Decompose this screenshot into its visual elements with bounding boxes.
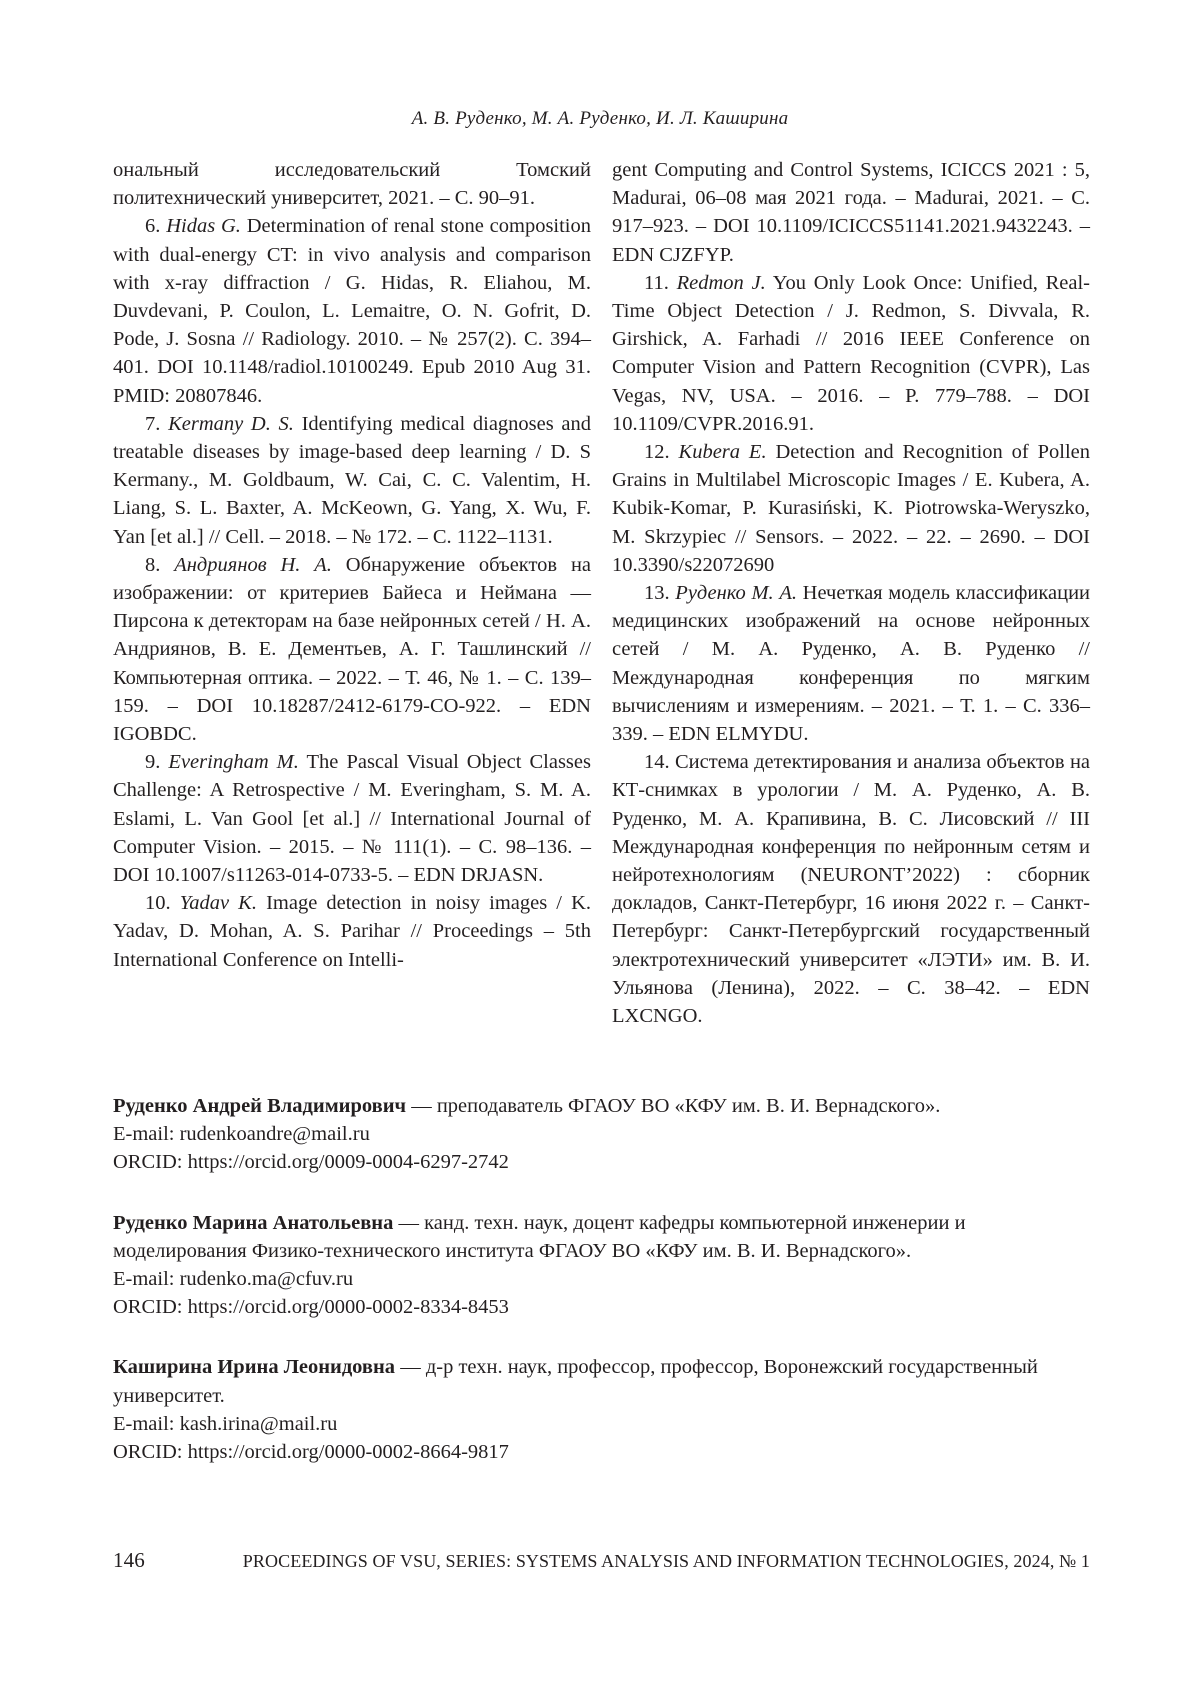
journal-title: PROCEEDINGS OF VSU, SERIES: SYSTEMS ANALYSIS AND INFORMATION TECHNOLOGIES, 2024, № 1	[242, 1551, 1090, 1571]
author-description: — д-р техн. наук, профессор, профессор, Воронежский государственный университет.	[113, 1356, 1038, 1407]
reference-entry	[612, 748, 1090, 1030]
reference-number: 11.	[644, 271, 669, 294]
reference-entry	[113, 748, 591, 889]
reference-text: Обнаружение объектов на изображении: от критериев Байеса и Неймана — Пирсона к детекторам на базе нейронных сетей / Н. А. Андриянов, В. Е. Дементьев, А. Г. Ташлинский // Компьютерная оптика. – 2022. – Т. 46, № 1. – С. 139–159. – DOI 10.18287/2412-6179-CO-922. – EDN IGOBDC.	[113, 553, 592, 746]
reference-author: Руденко М. А.	[675, 582, 797, 605]
reference-number: 7.	[145, 412, 161, 435]
reference-text: Система детектирования и анализа объектов на КТ-снимках в урологии / М. А. Руденко, А. В. Руденко, М. А. Крапивина, В. С. Лисовский // III Международная конференция по нейронным сетям и нейротехнологиям (NEURONT’2022) : сборник докладов, Санкт-Петербург, 16 июня 2022 г. – Санкт-Петербург: Санкт-Петербургский государственный электротехнический университет «ЛЭТИ» им. В. И. Ульянова (Ленина), 2022. – С. 38–42. – EDN LXCNGO.	[612, 751, 1091, 1028]
running-head: А. В. Руденко, М. А. Руденко, И. Л. Каширина	[411, 108, 789, 129]
author-block	[113, 1209, 1090, 1322]
reference-entry	[113, 410, 591, 551]
author-name: Руденко Андрей Владимирович	[113, 1095, 407, 1117]
author-name: Руденко Марина Анатольевна	[113, 1211, 394, 1234]
reference-text: gent Computing and Control Systems, ICICCS 2021 : 5, Madurai, 06–08 мая 2021 года. – Madurai, 2021. – С. 917–923. – DOI 10.1109/ICICCS51141.2021.9432243. – EDN CJZFYP.	[612, 159, 1090, 266]
author-orcid: ORCID: https://orcid.org/0000-0002-8664-9817	[113, 1441, 509, 1464]
reference-author: Андриянов Н. А.	[174, 553, 332, 576]
reference-number: 9.	[145, 751, 161, 774]
author-block	[113, 1092, 1090, 1177]
reference-author: Kermany D. S.	[168, 412, 294, 435]
reference-entry	[113, 889, 591, 974]
reference-text: Нечеткая модель классификации медицинских изображений на основе нейронных сетей / М. А. Руденко, А. В. Руденко // Международная конференция по мягким вычислениям и измерениям. – 2021. – Т. 1. – С. 336–339. – EDN ELMYDU.	[612, 582, 1091, 746]
author-description: — преподаватель ФГАОУ ВО «КФУ им. В. И. Вернадского».	[406, 1095, 941, 1117]
reference-text: Detection and Recognition of Pollen Grains in Multilabel Microscopic Images / E. Kubera, A. Kubik-Komar, P. Kurasiński, K. Piotrowska-Weryszko, M. Skrzypiec // Sensors. – 2022. – 22. – 2690. – DOI 10.3390/s22072690	[612, 441, 1091, 576]
author-email: E-mail: rudenko.ma@cfuv.ru	[113, 1268, 354, 1291]
author-description: — канд. техн. наук, доцент кафедры компьютерной инженерии и моделирования Физико-технического института ФГАОУ ВО «КФУ им. В. И. Вернадского».	[113, 1211, 966, 1262]
reference-author: Yadav K.	[179, 892, 257, 915]
author-email: E-mail: rudenkoandre@mail.ru	[113, 1123, 370, 1146]
reference-text: Image detection in noisy images / K. Yadav, D. Mohan, A. S. Parihar // Proceedings – 5th International Conference on Intelli-	[113, 892, 592, 971]
reference-author: Redmon J.	[676, 271, 766, 294]
reference-columns	[113, 156, 1090, 1074]
author-block	[113, 1353, 1090, 1466]
reference-number: 13.	[644, 582, 670, 605]
reference-text: Identifying medical diagnoses and treatable diseases by image-based deep learning / D. S Kermany., M. Goldbaum, W. Cai, C. C. Valentim, H. Liang, S. L. Baxter, A. McKeown, G. Yang, X. Wu, F. Yan [et al.] // Cell. – 2018. – № 172. – С. 1122–1131.	[113, 412, 592, 548]
reference-entry	[612, 438, 1090, 579]
reference-text: The Pascal Visual Object Classes Challenge: A Retrospective / M. Everingham, S. M. A. Eslami, L. Van Gool [et al.] // International Journal of Computer Vision. – 2015. – № 111(1). – С. 98–136. – DOI 10.1007/s11263-014-0733-5. – EDN DRJASN.	[113, 751, 591, 887]
reference-text: Determination of renal stone composition with dual-energy CT: in vivo analysis and comparison with x-ray diffraction / G. Hidas, R. Eliahou, M. Duvdevani, P. Coulon, L. Lemaitre, O. N. Gofrit, D. Pode, J. Sosna // Radiology. 2010. – № 257(2). С. 394–401. DOI 10.1148/radiol.10100249. Epub 2010 Aug 31. PMID: 20807846.	[113, 215, 592, 407]
reference-entry	[612, 269, 1090, 438]
reference-column-right	[612, 156, 1090, 1074]
author-affiliation	[113, 1209, 1090, 1265]
reference-author: Kubera E.	[678, 441, 767, 464]
reference-number: 10.	[145, 892, 171, 915]
reference-continuation	[113, 156, 591, 212]
page-footer	[113, 1548, 1090, 1573]
reference-number: 12.	[644, 441, 670, 464]
author-name: Каширина Ирина Леонидовна	[113, 1356, 396, 1379]
reference-text: You Only Look Once: Unified, Real-Time Object Detection / J. Redmon, S. Divvala, R. Girshick, A. Farhadi // 2016 IEEE Conference on Computer Vision and Pattern Recognition (CVPR), Las Vegas, NV, USA. – 2016. – P. 779–788. – DOI 10.1109/CVPR.2016.91.	[612, 271, 1090, 435]
author-email: E-mail: kash.irina@mail.ru	[113, 1412, 338, 1435]
author-affiliation	[113, 1353, 1090, 1409]
reference-number: 14.	[644, 751, 670, 774]
reference-entry	[113, 551, 591, 748]
reference-entry	[612, 579, 1090, 748]
reference-text: ональный исследовательский Томский политехнический университет, 2021. – С. 90–91.	[113, 159, 591, 210]
author-orcid: ORCID: https://orcid.org/0009-0004-6297-2742	[113, 1151, 509, 1174]
reference-author: Everingham M.	[168, 751, 299, 774]
reference-number: 8.	[145, 553, 161, 576]
author-orcid: ORCID: https://orcid.org/0000-0002-8334-8453	[113, 1296, 509, 1319]
reference-author: Hidas G.	[166, 215, 241, 238]
page-number: 146	[113, 1548, 145, 1572]
reference-column-left	[113, 156, 591, 1074]
reference-number: 6.	[145, 215, 161, 238]
author-affiliation	[113, 1092, 1090, 1120]
reference-entry	[113, 212, 591, 409]
reference-continuation	[612, 156, 1090, 269]
author-info	[113, 1092, 1090, 1498]
